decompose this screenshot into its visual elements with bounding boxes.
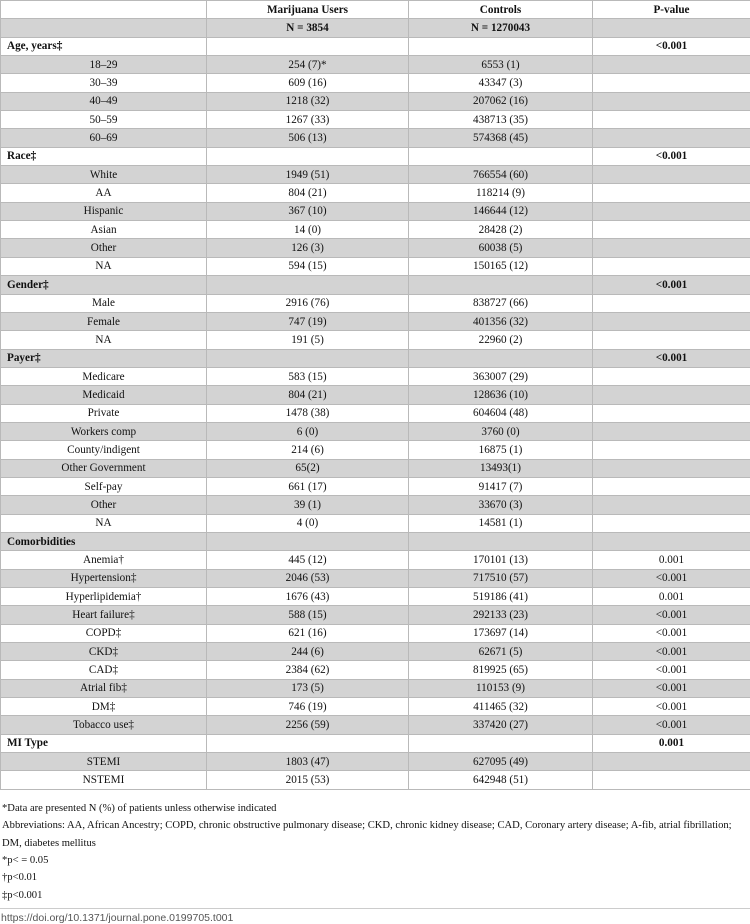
p-value (593, 404, 750, 422)
table-row (1, 404, 750, 422)
row-label: Age, years‡ (1, 37, 207, 55)
p-value (593, 386, 750, 404)
row-label: County/indigent (1, 441, 207, 459)
marijuana-users-value: 65(2) (207, 459, 409, 477)
marijuana-users-value: 804 (21) (207, 386, 409, 404)
marijuana-users-value (207, 37, 409, 55)
row-label: NA (1, 331, 207, 349)
controls-value: 62671 (5) (409, 643, 593, 661)
row-label: Other (1, 496, 207, 514)
controls-value (409, 349, 593, 367)
table-row (1, 514, 750, 532)
controls-value: 337420 (27) (409, 716, 593, 734)
p-value (593, 441, 750, 459)
row-label: Self-pay (1, 477, 207, 495)
group-header-row (1, 37, 750, 55)
controls-value: 14581 (1) (409, 514, 593, 532)
table-row (1, 74, 750, 92)
row-label: Hispanic (1, 202, 207, 220)
footnote-data-presentation: *Data are presented N (%) of patients unless otherwise indicated (0, 800, 750, 817)
header-p-value: P-value (593, 1, 750, 19)
row-label: Race‡ (1, 147, 207, 165)
p-value (593, 753, 750, 771)
row-label: DM‡ (1, 698, 207, 716)
p-value (593, 202, 750, 220)
table-row (1, 551, 750, 569)
marijuana-users-value: 173 (5) (207, 679, 409, 697)
marijuana-users-value: 661 (17) (207, 477, 409, 495)
table-row (1, 716, 750, 734)
header-row (1, 1, 750, 19)
marijuana-users-value: 2916 (76) (207, 294, 409, 312)
controls-value (409, 532, 593, 550)
table-body (1, 1, 750, 790)
p-value (593, 184, 750, 202)
row-label: Atrial fib‡ (1, 679, 207, 697)
p-value (593, 422, 750, 440)
p-value: <0.001 (593, 37, 750, 55)
table-row (1, 643, 750, 661)
p-value: <0.001 (593, 624, 750, 642)
marijuana-users-value: 4 (0) (207, 514, 409, 532)
controls-value: 128636 (10) (409, 386, 593, 404)
table-row (1, 331, 750, 349)
n-label-cell (1, 19, 207, 37)
p-value (593, 477, 750, 495)
marijuana-users-value (207, 147, 409, 165)
controls-value: 91417 (7) (409, 477, 593, 495)
controls-value: 22960 (2) (409, 331, 593, 349)
marijuana-users-value: 747 (19) (207, 312, 409, 330)
p-value (593, 459, 750, 477)
marijuana-users-value (207, 532, 409, 550)
row-label: Hyperlipidemia† (1, 588, 207, 606)
controls-value: 642948 (51) (409, 771, 593, 789)
marijuana-users-value: 254 (7)* (207, 56, 409, 74)
footnotes (0, 790, 750, 904)
n-row (1, 19, 750, 37)
controls-value: 363007 (29) (409, 367, 593, 385)
table-row (1, 441, 750, 459)
table-row (1, 477, 750, 495)
doi-link[interactable]: https://doi.org/10.1371/journal.pone.0199705.t001 (0, 908, 750, 924)
marijuana-users-value: 126 (3) (207, 239, 409, 257)
marijuana-users-value: 244 (6) (207, 643, 409, 661)
group-header-row (1, 349, 750, 367)
controls-value: 43347 (3) (409, 74, 593, 92)
marijuana-users-value: 1218 (32) (207, 92, 409, 110)
table-row (1, 422, 750, 440)
row-label: Male (1, 294, 207, 312)
marijuana-users-value: 1267 (33) (207, 111, 409, 129)
marijuana-users-value: 746 (19) (207, 698, 409, 716)
table-row (1, 166, 750, 184)
row-label: Female (1, 312, 207, 330)
marijuana-users-value: 1949 (51) (207, 166, 409, 184)
marijuana-users-value: 583 (15) (207, 367, 409, 385)
p-value (593, 239, 750, 257)
controls-value: 6553 (1) (409, 56, 593, 74)
row-label: STEMI (1, 753, 207, 771)
table-row (1, 753, 750, 771)
table-row (1, 569, 750, 587)
group-header-row (1, 734, 750, 752)
p-value: 0.001 (593, 588, 750, 606)
header-marijuana-users: Marijuana Users (207, 1, 409, 19)
marijuana-users-value: 214 (6) (207, 441, 409, 459)
row-label: Private (1, 404, 207, 422)
p-value: <0.001 (593, 716, 750, 734)
controls-value: 3760 (0) (409, 422, 593, 440)
table-row (1, 239, 750, 257)
group-header-row (1, 147, 750, 165)
controls-value: 627095 (49) (409, 753, 593, 771)
row-label: Medicaid (1, 386, 207, 404)
marijuana-users-value: 506 (13) (207, 129, 409, 147)
controls-value: 170101 (13) (409, 551, 593, 569)
controls-value: 110153 (9) (409, 679, 593, 697)
controls-value: 33670 (3) (409, 496, 593, 514)
row-label: Other (1, 239, 207, 257)
table-row (1, 661, 750, 679)
controls-value: 60038 (5) (409, 239, 593, 257)
table-row (1, 294, 750, 312)
n-p-cell (593, 19, 750, 37)
row-label: 60–69 (1, 129, 207, 147)
table-row (1, 606, 750, 624)
marijuana-users-value: 445 (12) (207, 551, 409, 569)
p-value: <0.001 (593, 698, 750, 716)
controls-value: 146644 (12) (409, 202, 593, 220)
p-value (593, 129, 750, 147)
header-label-cell (1, 1, 207, 19)
row-label: MI Type (1, 734, 207, 752)
marijuana-users-value: 14 (0) (207, 221, 409, 239)
row-label: 18–29 (1, 56, 207, 74)
row-label: Asian (1, 221, 207, 239)
controls-value: 13493(1) (409, 459, 593, 477)
marijuana-users-value: 1478 (38) (207, 404, 409, 422)
controls-value: 838727 (66) (409, 294, 593, 312)
controls-value: 604604 (48) (409, 404, 593, 422)
marijuana-users-value: 2046 (53) (207, 569, 409, 587)
marijuana-users-value (207, 276, 409, 294)
controls-value: 519186 (41) (409, 588, 593, 606)
table-row (1, 771, 750, 789)
p-value (593, 367, 750, 385)
marijuana-users-value: 609 (16) (207, 74, 409, 92)
row-label: Heart failure‡ (1, 606, 207, 624)
marijuana-users-value: 594 (15) (207, 257, 409, 275)
marijuana-users-value: 39 (1) (207, 496, 409, 514)
controls-value: 401356 (32) (409, 312, 593, 330)
row-label: CAD‡ (1, 661, 207, 679)
controls-value: 292133 (23) (409, 606, 593, 624)
p-value (593, 56, 750, 74)
marijuana-users-value (207, 734, 409, 752)
controls-value (409, 37, 593, 55)
p-value (593, 257, 750, 275)
table-row (1, 496, 750, 514)
table-row (1, 184, 750, 202)
table-row (1, 367, 750, 385)
controls-value: 28428 (2) (409, 221, 593, 239)
controls-value (409, 734, 593, 752)
p-value (593, 514, 750, 532)
row-label: Anemia† (1, 551, 207, 569)
p-value: <0.001 (593, 276, 750, 294)
p-value: <0.001 (593, 569, 750, 587)
footnote-p-0001: ‡p<0.001 (0, 887, 750, 904)
p-value (593, 532, 750, 550)
group-header-row (1, 532, 750, 550)
marijuana-users-value: 1676 (43) (207, 588, 409, 606)
row-label: 50–59 (1, 111, 207, 129)
table-row (1, 129, 750, 147)
p-value (593, 74, 750, 92)
p-value: <0.001 (593, 349, 750, 367)
marijuana-users-value: 588 (15) (207, 606, 409, 624)
table-row (1, 386, 750, 404)
row-label: Payer‡ (1, 349, 207, 367)
row-label: 30–39 (1, 74, 207, 92)
p-value (593, 92, 750, 110)
marijuana-users-value: 1803 (47) (207, 753, 409, 771)
row-label: NSTEMI (1, 771, 207, 789)
table-row (1, 92, 750, 110)
controls-value: 819925 (65) (409, 661, 593, 679)
table-row (1, 588, 750, 606)
p-value: <0.001 (593, 147, 750, 165)
marijuana-users-value: 367 (10) (207, 202, 409, 220)
row-label: COPD‡ (1, 624, 207, 642)
controls-value (409, 147, 593, 165)
controls-value: 150165 (12) (409, 257, 593, 275)
controls-value: 16875 (1) (409, 441, 593, 459)
header-controls: Controls (409, 1, 593, 19)
row-label: Tobacco use‡ (1, 716, 207, 734)
p-value (593, 312, 750, 330)
n-marijuana-users: N = 3854 (207, 19, 409, 37)
controls-value: 411465 (32) (409, 698, 593, 716)
table-row (1, 111, 750, 129)
row-label: Comorbidities (1, 532, 207, 550)
group-header-row (1, 276, 750, 294)
footnote-p-005: *p< = 0.05 (0, 852, 750, 869)
controls-value: 574368 (45) (409, 129, 593, 147)
marijuana-users-value: 6 (0) (207, 422, 409, 440)
marijuana-users-value: 804 (21) (207, 184, 409, 202)
p-value (593, 294, 750, 312)
row-label: AA (1, 184, 207, 202)
marijuana-users-value (207, 349, 409, 367)
row-label: White (1, 166, 207, 184)
p-value: <0.001 (593, 661, 750, 679)
controls-value: 717510 (57) (409, 569, 593, 587)
table-row (1, 679, 750, 697)
row-label: Gender‡ (1, 276, 207, 294)
controls-value (409, 276, 593, 294)
p-value (593, 111, 750, 129)
row-label: NA (1, 514, 207, 532)
row-label: 40–49 (1, 92, 207, 110)
controls-value: 438713 (35) (409, 111, 593, 129)
controls-value: 118214 (9) (409, 184, 593, 202)
marijuana-users-value: 2256 (59) (207, 716, 409, 734)
table-row (1, 257, 750, 275)
p-value: <0.001 (593, 643, 750, 661)
p-value (593, 166, 750, 184)
p-value: <0.001 (593, 679, 750, 697)
n-controls: N = 1270043 (409, 19, 593, 37)
row-label: CKD‡ (1, 643, 207, 661)
p-value: <0.001 (593, 606, 750, 624)
footnote-abbreviations: Abbreviations: AA, African Ancestry; COPD, chronic obstructive pulmonary disease; CKD, chronic kidney disease; CAD, Coronary artery disease; A-fib, atrial fibrillation; DM, diabetes mellitus (0, 817, 750, 852)
table-row (1, 312, 750, 330)
p-value (593, 221, 750, 239)
row-label: Other Government (1, 459, 207, 477)
controls-value: 766554 (60) (409, 166, 593, 184)
p-value (593, 496, 750, 514)
row-label: Workers comp (1, 422, 207, 440)
marijuana-users-value: 2015 (53) (207, 771, 409, 789)
table-row (1, 459, 750, 477)
row-label: Medicare (1, 367, 207, 385)
controls-value: 173697 (14) (409, 624, 593, 642)
controls-value: 207062 (16) (409, 92, 593, 110)
marijuana-users-value: 2384 (62) (207, 661, 409, 679)
table-row (1, 221, 750, 239)
table-row (1, 698, 750, 716)
row-label: NA (1, 257, 207, 275)
table-row (1, 624, 750, 642)
footnote-p-001: †p<0.01 (0, 869, 750, 886)
table-row (1, 202, 750, 220)
row-label: Hypertension‡ (1, 569, 207, 587)
table-row (1, 56, 750, 74)
p-value (593, 331, 750, 349)
p-value: 0.001 (593, 734, 750, 752)
marijuana-users-value: 621 (16) (207, 624, 409, 642)
marijuana-users-value: 191 (5) (207, 331, 409, 349)
p-value: 0.001 (593, 551, 750, 569)
p-value (593, 771, 750, 789)
